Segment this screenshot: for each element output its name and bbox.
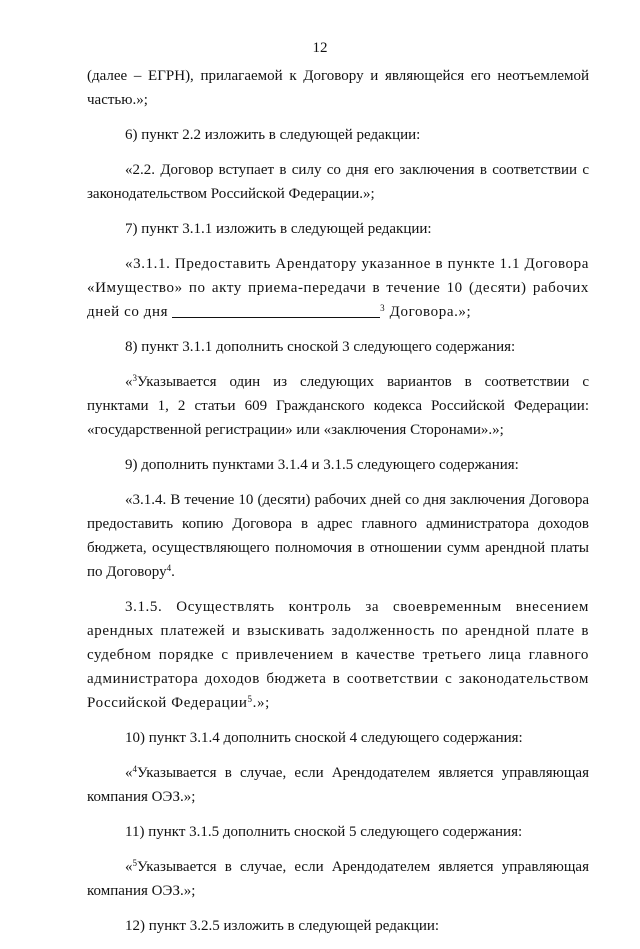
paragraph-item-7 [87, 217, 589, 241]
paragraph-item-8 [87, 335, 589, 359]
footnote-mark: 5 [132, 858, 137, 868]
paragraph-text: 10) пункт 3.1.4 дополнить сноской 4 следующего содержания: [125, 730, 523, 746]
quote-open: « [125, 374, 133, 390]
paragraph-clause-3-1-1 [87, 252, 589, 324]
paragraph-item-6 [87, 123, 589, 147]
footnote-mark: 4 [132, 764, 137, 774]
paragraph-clause-2-2 [87, 158, 589, 206]
paragraph-text: 7) пункт 3.1.1 изложить в следующей редакции: [125, 221, 432, 237]
paragraph-text: 3.1.5. Осуществлять контроль за своевременным внесением арендных платежей и взыскивать задолженность по арендной плате в судебном порядке с привлечением в качестве третьего лица главного администратора доходов бюджета в соответствии с законодательством Российской Федерации [87, 599, 589, 711]
page-number: 12 [312, 40, 328, 56]
footnote-mark: 5 [247, 694, 253, 704]
paragraph-text: Указывается один из следующих вариантов в соответствии с пунктами 1, 2 статьи 609 Гражданского кодекса Российской Федерации: «государственной регистрации» или «заключения Сторонами».»; [87, 374, 589, 438]
paragraph-item-11 [87, 820, 589, 844]
paragraph-text: 6) пункт 2.2 изложить в следующей редакции: [125, 127, 421, 143]
blank-field [172, 303, 380, 318]
paragraph-text-end: .»; [252, 695, 270, 711]
paragraph-footnote-4 [87, 761, 589, 809]
document-body [87, 64, 589, 949]
paragraph-text: 12) пункт 3.2.5 изложить в следующей редакции: [125, 918, 440, 934]
footnote-mark: 3 [132, 373, 137, 383]
paragraph-text: Указывается в случае, если Арендодателем является управляющая компания ОЭЗ.»; [87, 859, 589, 899]
footnote-mark: 4 [166, 563, 172, 573]
quote-open: « [125, 859, 133, 875]
paragraph-item-12 [87, 914, 589, 938]
paragraph-clause-3-1-4 [87, 488, 589, 584]
paragraph-clause-3-1-5 [87, 595, 589, 715]
quote-open: « [125, 765, 133, 781]
paragraph-text-end: . [171, 564, 175, 580]
paragraph-text-end: Договора.»; [385, 304, 472, 320]
paragraph-item-10 [87, 726, 589, 750]
paragraph-continuation [87, 64, 589, 112]
footnote-mark: 3 [380, 303, 386, 313]
paragraph-text: «2.2. Договор вступает в силу со дня его заключения в соответствии с законодательством Российской Федерации.»; [87, 162, 589, 202]
paragraph-footnote-5 [87, 855, 589, 903]
paragraph-footnote-3 [87, 370, 589, 442]
paragraph-text: «3.1.1. Предоставить Арендатору указанное в пункте 1.1 Договора «Имущество» по акту приема-передачи в течение 10 (десяти) рабочих дней со дня [87, 256, 589, 320]
paragraph-text: (далее – ЕГРН), прилагаемой к Договору и являющейся его неотъемлемой частью.»; [87, 68, 589, 108]
paragraph-text: 9) дополнить пунктами 3.1.4 и 3.1.5 следующего содержания: [125, 457, 519, 473]
paragraph-text: 11) пункт 3.1.5 дополнить сноской 5 следующего содержания: [125, 824, 523, 840]
paragraph-item-9 [87, 453, 589, 477]
paragraph-text: «3.1.4. В течение 10 (десяти) рабочих дней со дня заключения Договора предоставить копию Договора в адрес главного администратора доходов бюджета, осуществляющего полномочия в отношении сумм арендной платы по Договору [87, 492, 589, 580]
paragraph-text: Указывается в случае, если Арендодателем является управляющая компания ОЭЗ.»; [87, 765, 589, 805]
paragraph-text: 8) пункт 3.1.1 дополнить сноской 3 следующего содержания: [125, 339, 516, 355]
